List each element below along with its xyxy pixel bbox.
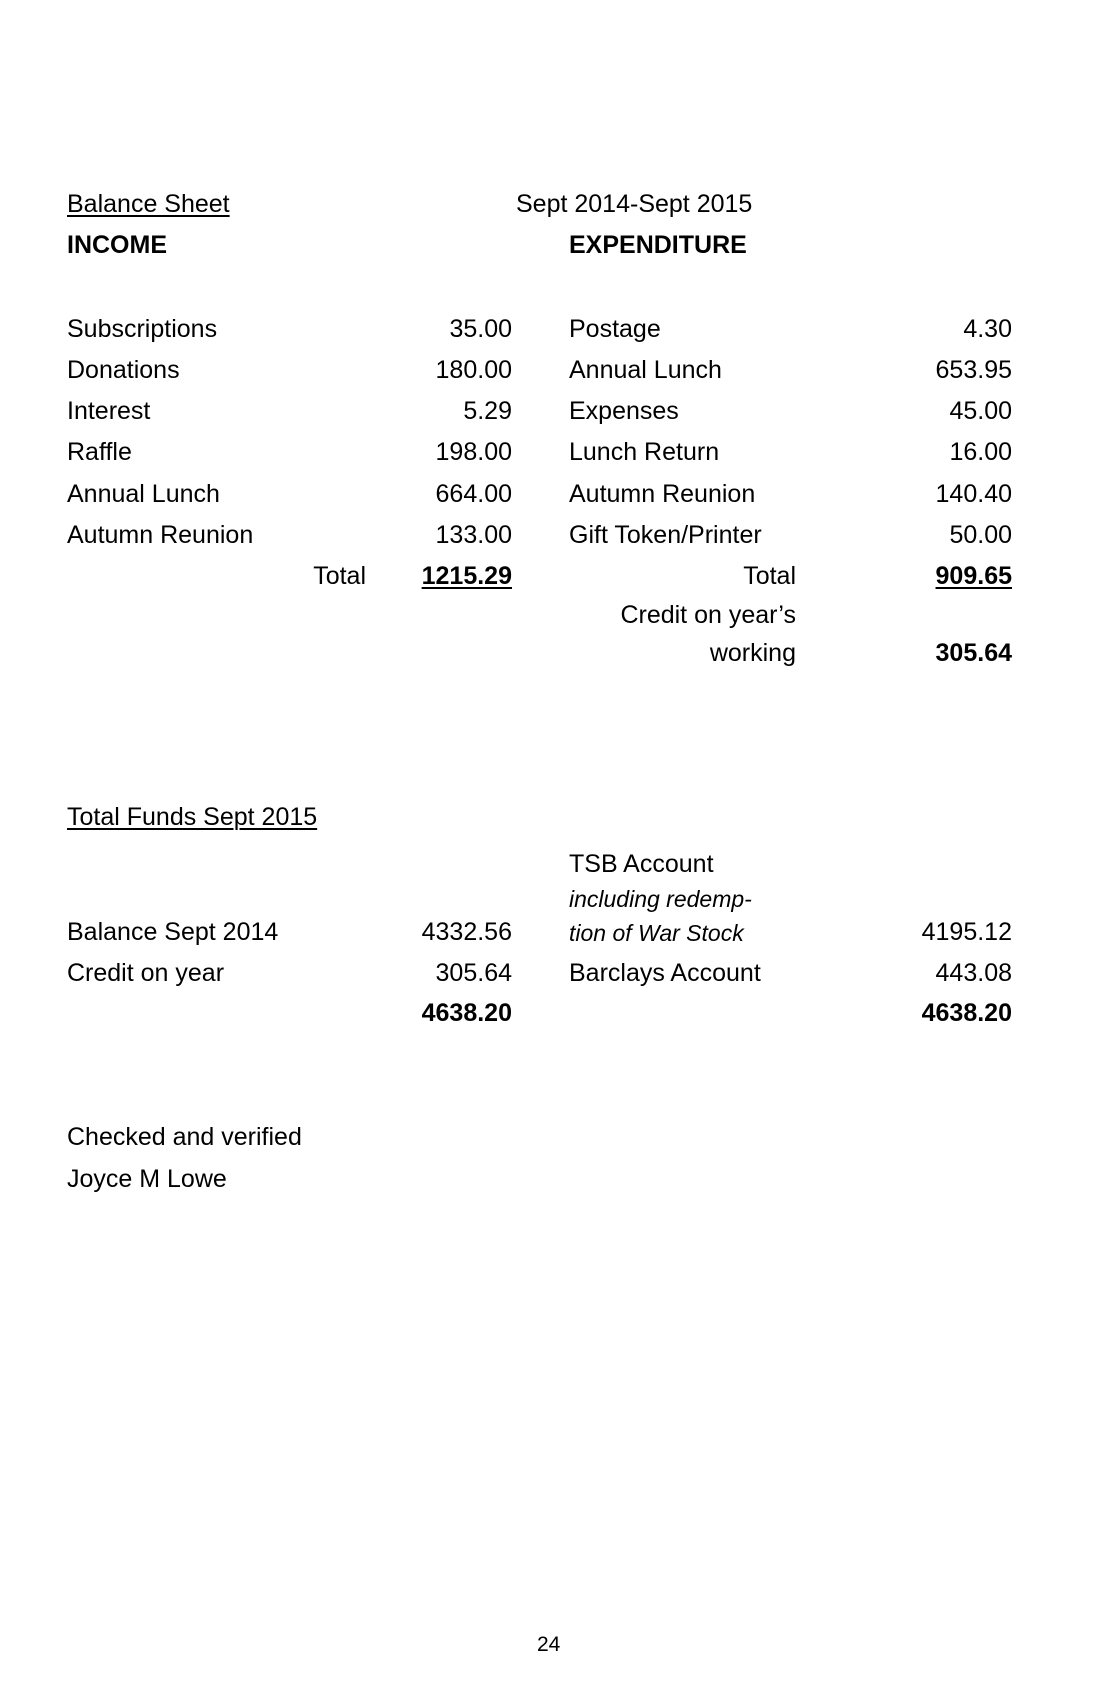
expenditure-item-label: Lunch Return: [569, 438, 720, 466]
expenditure-item-amount: 50.00: [949, 521, 1012, 549]
income-item-amount: 180.00: [435, 356, 512, 384]
income-item-label: Interest: [67, 397, 151, 425]
tsb-account-label: TSB Account: [569, 850, 714, 878]
income-item-amount: 5.29: [463, 397, 512, 425]
funds-title: Total Funds Sept 2015: [67, 803, 318, 831]
income-item-label: Raffle: [67, 438, 132, 466]
expenditure-total-amount: 909.65: [935, 562, 1012, 590]
period-label: Sept 2014-Sept 2015: [516, 190, 753, 218]
income-item-label: Subscriptions: [67, 315, 218, 343]
expenditure-item-label: Expenses: [569, 397, 679, 425]
income-item-label: Donations: [67, 356, 180, 384]
page-title: Balance Sheet: [67, 190, 230, 218]
income-total-amount: 1215.29: [421, 562, 512, 590]
income-item-amount: 133.00: [435, 521, 512, 549]
expenditure-item-amount: 16.00: [949, 438, 1012, 466]
expenditure-item-label: Gift Token/Printer: [569, 521, 762, 549]
income-item-amount: 664.00: [435, 480, 512, 508]
expenditure-item-label: Postage: [569, 315, 661, 343]
expenditure-heading: EXPENDITURE: [569, 231, 747, 259]
income-total-label: Total: [313, 562, 366, 590]
expenditure-item-amount: 653.95: [935, 356, 1012, 384]
expenditure-item-label: Autumn Reunion: [569, 480, 756, 508]
tsb-amount: 4195.12: [921, 918, 1012, 946]
tsb-note-line2: tion of War Stock: [569, 920, 744, 946]
balance-label: Balance Sept 2014: [67, 918, 279, 946]
income-item-label: Annual Lunch: [67, 480, 220, 508]
credit-on-year-label: Credit on year: [67, 959, 225, 987]
barclays-amount: 443.08: [935, 959, 1012, 987]
credit-amount: 305.64: [935, 639, 1012, 667]
income-item-amount: 198.00: [435, 438, 512, 466]
expenditure-item-amount: 45.00: [949, 397, 1012, 425]
expenditure-total-label: Total: [743, 562, 796, 590]
income-item-label: Autumn Reunion: [67, 521, 254, 549]
verifier-name: Joyce M Lowe: [67, 1165, 227, 1193]
tsb-note-line1: including redemp-: [569, 886, 752, 912]
income-item-amount: 35.00: [449, 315, 512, 343]
expenditure-item-amount: 140.40: [935, 480, 1012, 508]
expenditure-item-amount: 4.30: [963, 315, 1012, 343]
page-number: 24: [537, 1633, 561, 1656]
credit-on-year-amount: 305.64: [435, 959, 512, 987]
expenditure-item-label: Annual Lunch: [569, 356, 722, 384]
funds-right-total: 4638.20: [921, 999, 1012, 1027]
income-heading: INCOME: [67, 231, 167, 259]
credit-label-line2: working: [709, 639, 796, 667]
barclays-label: Barclays Account: [569, 959, 761, 987]
balance-amount: 4332.56: [421, 918, 512, 946]
funds-left-total: 4638.20: [421, 999, 512, 1027]
verification-line: Checked and verified: [67, 1123, 302, 1151]
credit-label-line1: Credit on year’s: [620, 601, 796, 629]
